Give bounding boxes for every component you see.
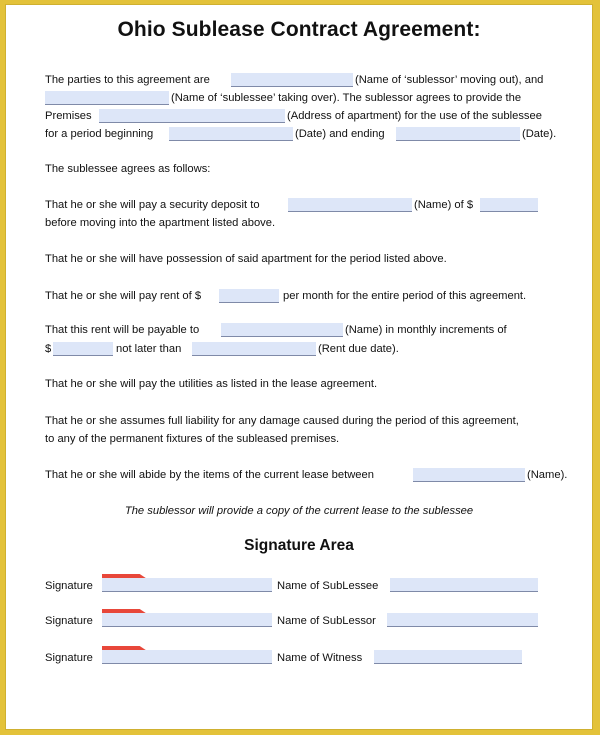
signature-label: Signature [45, 652, 93, 664]
dollar-sign: $ [45, 343, 52, 355]
deposit-text-2: before moving into the apartment listed above. [45, 217, 276, 229]
rent-due-date-field[interactable] [192, 342, 316, 356]
end-date-label: (Date). [522, 128, 557, 140]
liability-text: That he or she assumes full liability for any damage caused during the period of this agreement, [45, 415, 519, 427]
increments-text: (Name) in monthly increments of [345, 324, 507, 336]
document-page [5, 4, 593, 730]
end-date-field[interactable] [396, 127, 520, 141]
witness-printed-name-field[interactable] [374, 650, 522, 664]
signature-label: Signature [45, 580, 93, 592]
premises-address-field[interactable] [99, 109, 285, 123]
abide-name-label: (Name). [527, 469, 568, 481]
name-label: Name of Witness [277, 652, 363, 664]
witness-signature-field[interactable] [102, 650, 272, 664]
rent-amount-field[interactable] [219, 289, 279, 303]
agrees-heading: The sublessee agrees as follows: [45, 163, 211, 175]
sublessor-signature-field[interactable] [102, 613, 272, 627]
liability-text-2: to any of the permanent fixtures of the subleased premises. [45, 433, 340, 445]
premises-label: Premises [45, 110, 92, 122]
payable-text: That this rent will be payable to [45, 324, 200, 336]
not-later-text: not later than [116, 343, 182, 355]
deposit-amount-field[interactable] [480, 198, 538, 212]
deposit-recipient-field[interactable] [288, 198, 412, 212]
sublessor-label: (Name of ‘sublessor’ moving out), and [355, 74, 544, 86]
possession-text: That he or she will have possession of said apartment for the period listed above. [45, 253, 447, 265]
name-label: Name of SubLessee [277, 580, 379, 592]
parties-text: The parties to this agreement are [45, 74, 210, 86]
rent-period-text: per month for the entire period of this agreement. [283, 290, 527, 302]
sublessee-name-field[interactable] [45, 91, 169, 105]
signature-area-heading: Signature Area [244, 537, 354, 554]
utilities-text: That he or she will pay the utilities as listed in the lease agreement. [45, 378, 378, 390]
deposit-text: That he or she will pay a security deposit to [45, 199, 260, 211]
document-title: Ohio Sublease Contract Agreement: [117, 18, 481, 41]
closing-note: The sublessor will provide a copy of the current lease to the sublessee [124, 505, 474, 517]
payable-to-field[interactable] [221, 323, 343, 337]
rent-due-label: (Rent due date). [318, 343, 399, 355]
abide-text: That he or she will abide by the items of the current lease between [45, 469, 374, 481]
begin-date-field[interactable] [169, 127, 293, 141]
signature-label: Signature [45, 615, 93, 627]
lease-party-field[interactable] [413, 468, 525, 482]
sublessor-name-field[interactable] [231, 73, 353, 87]
rent-text: That he or she will pay rent of $ [45, 290, 202, 302]
sublessee-printed-name-field[interactable] [390, 578, 538, 592]
sublessor-printed-name-field[interactable] [387, 613, 538, 627]
deposit-amount-label: (Name) of $ [414, 199, 474, 211]
increment-amount-field[interactable] [53, 342, 113, 356]
address-label: (Address of apartment) for the use of the sublessee [287, 110, 542, 122]
sublessee-signature-field[interactable] [102, 578, 272, 592]
name-label: Name of SubLessor [277, 615, 376, 627]
period-beginning-label: for a period beginning [45, 128, 154, 140]
ending-label: (Date) and ending [295, 128, 385, 140]
sublessee-label: (Name of ‘sublessee’ taking over). The sublessor agrees to provide the [171, 92, 522, 104]
